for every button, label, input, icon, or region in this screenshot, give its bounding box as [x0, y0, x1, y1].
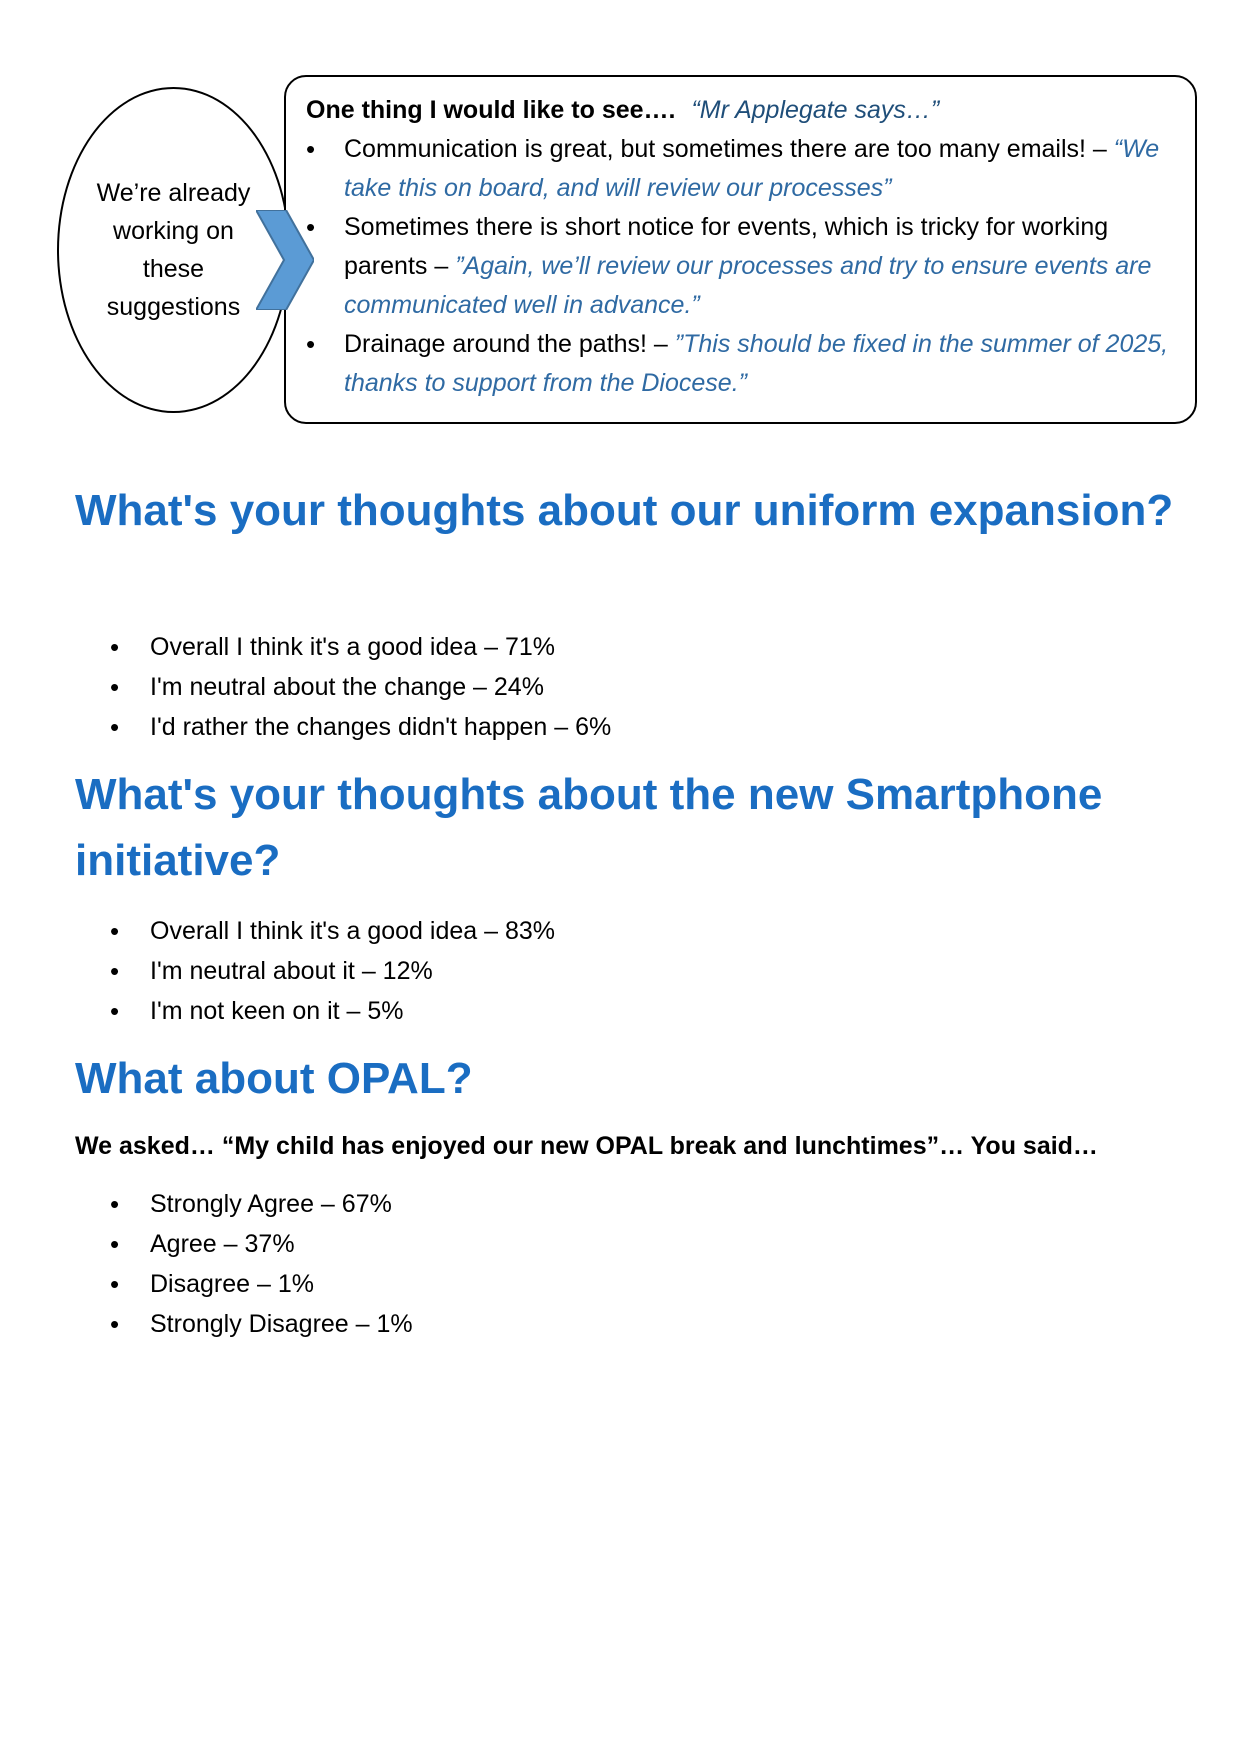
callout-item-text: Communication is great, but sometimes there are too many emails! – [344, 135, 1114, 163]
callout-item [306, 130, 1186, 208]
list-item: • Disagree – 1% [110, 1264, 413, 1304]
list-item: • Agree – 37% [110, 1224, 413, 1264]
callout-heading-text: One thing I would like to see…. [306, 96, 676, 124]
callout-item-reply: “We take this on board, and will review our processes” [344, 135, 1160, 202]
list-item: • I'd rather the changes didn't happen – 6% [110, 707, 611, 747]
opal-results [110, 1184, 413, 1344]
list-item: • I'm not keen on it – 5% [110, 991, 555, 1031]
list-item: • Strongly Agree – 67% [110, 1184, 413, 1224]
callout-heading-reply: “Mr Applegate says…” [691, 96, 940, 124]
smartphone-results [110, 911, 555, 1031]
opal-question: We asked… “My child has enjoyed our new OPAL break and lunchtimes”… You said… [75, 1132, 1098, 1160]
list-item: • Overall I think it's a good idea – 83% [110, 911, 555, 951]
oval-text: We’re already working on these suggestions [96, 179, 251, 321]
callout-item [306, 208, 1186, 325]
list-item: • Strongly Disagree – 1% [110, 1304, 413, 1344]
list-item: • I'm neutral about the change – 24% [110, 667, 611, 707]
callout-heading [306, 92, 939, 128]
smartphone-heading: What's your thoughts about the new Smartphone initiative? [75, 770, 1103, 885]
chevron-arrow-icon [256, 210, 314, 310]
list-item: • Overall I think it's a good idea – 71% [110, 627, 611, 667]
callout-item-text: Sometimes there is short notice for events, which is tricky for working parents – [344, 213, 1109, 280]
opal-heading: What about OPAL? [75, 1054, 473, 1103]
callout-item [306, 325, 1186, 403]
callout-item-reply: ”Again, we’ll review our processes and try to ensure events are communicated well in advance.” [344, 252, 1152, 319]
callout-list [306, 130, 1186, 403]
callout-item-reply: ”This should be fixed in the summer of 2025, thanks to support from the Diocese.” [344, 330, 1169, 397]
list-item: • I'm neutral about it – 12% [110, 951, 555, 991]
uniform-heading: What's your thoughts about our uniform expansion? [75, 486, 1174, 535]
uniform-results [110, 627, 611, 747]
callout-item-text: Drainage around the paths! – [344, 330, 675, 358]
